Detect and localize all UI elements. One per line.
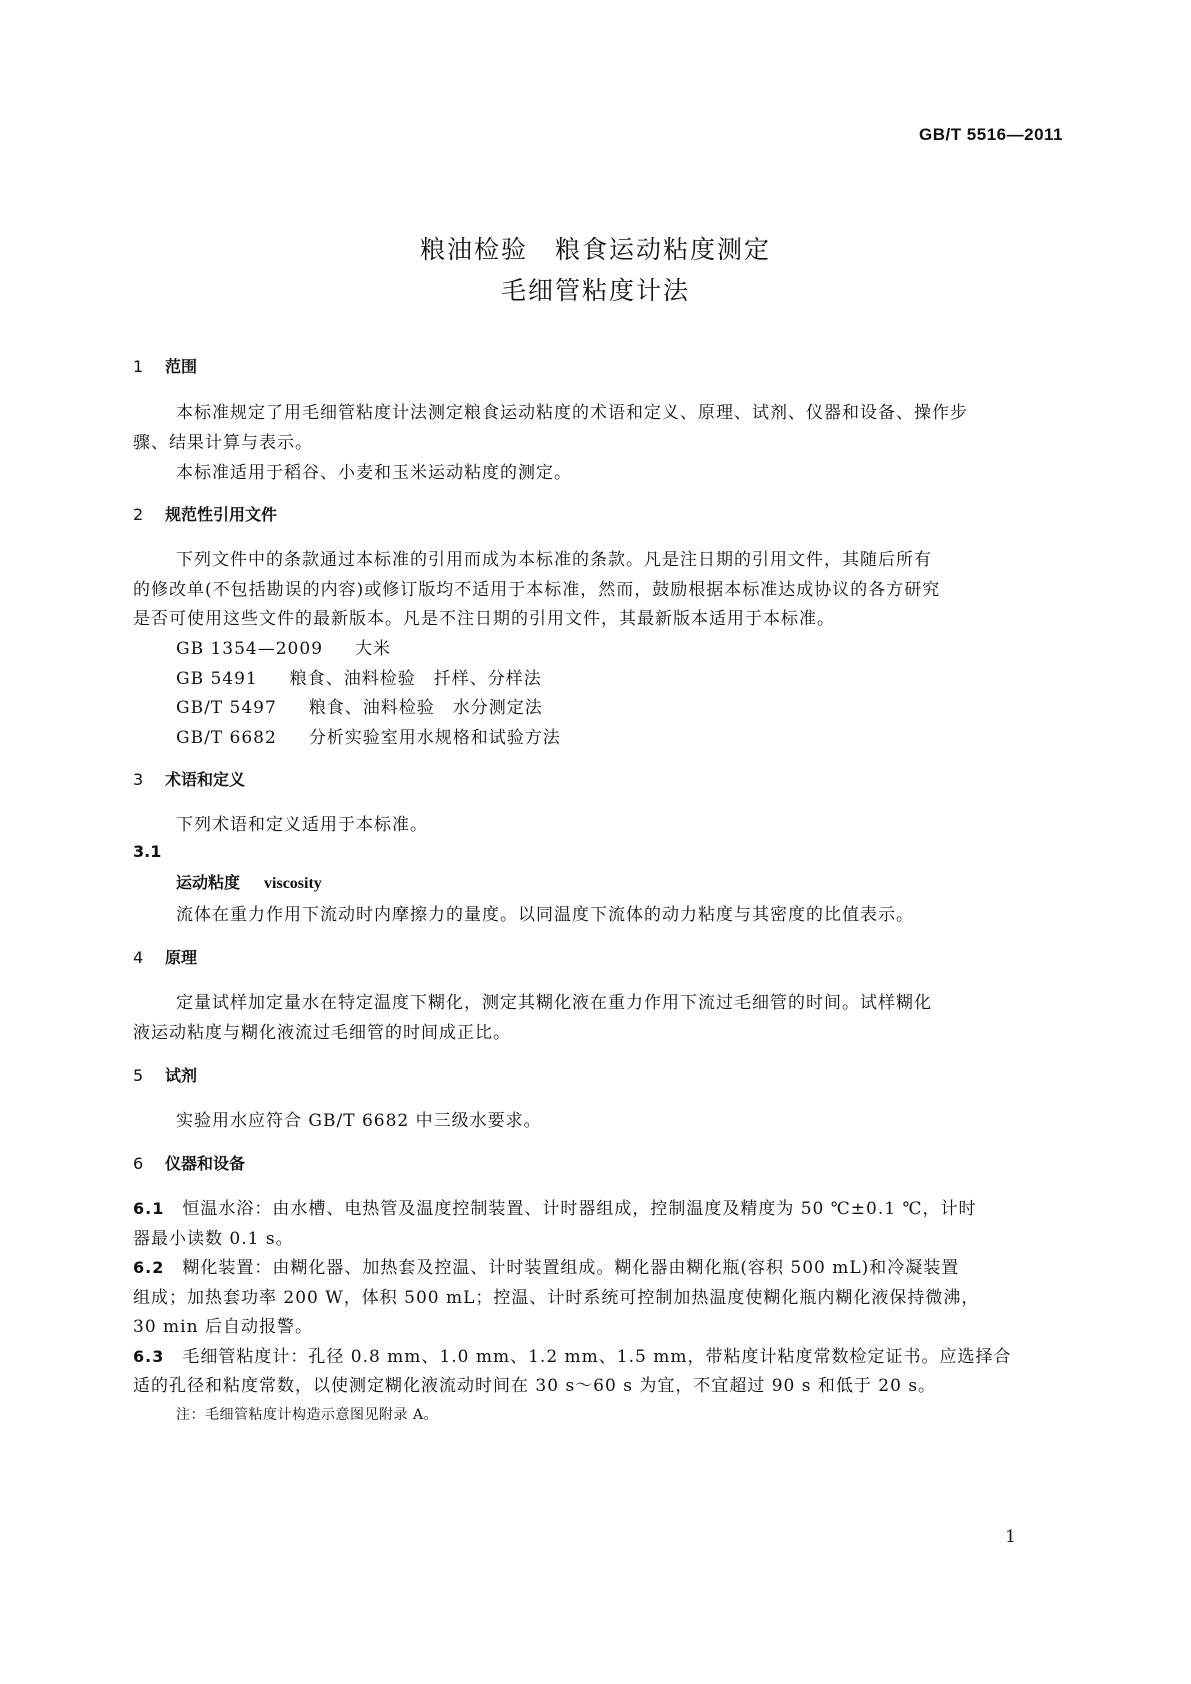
reference-item	[176, 723, 561, 748]
note: 注：毛细管粘度计构造示意图见附录 A。	[176, 1407, 439, 1423]
clause-6-3	[133, 1342, 1011, 1367]
clause-6-2	[133, 1253, 959, 1278]
section-title: 仪器和设备	[165, 1154, 246, 1173]
clause-text: 毛细管粘度计：孔径 0.8 mm、1.0 mm、1.2 mm、1.5 mm，带粘度计粘度常数检定证书。应选择合	[182, 1347, 1012, 1367]
paragraph-line: 适的孔径和粘度常数，以使测定糊化液流动时间在 30 s～60 s 为宜，不宜超过 90 s 和低于 20 s。	[133, 1376, 937, 1396]
paragraph-line: 下列术语和定义适用于本标准。	[176, 815, 428, 835]
paragraph-line: 30 min 后自动报警。	[133, 1317, 313, 1337]
reference-title: 分析实验室用水规格和试验方法	[308, 728, 561, 748]
section-title: 原理	[165, 948, 198, 967]
section-title: 规范性引用文件	[165, 505, 278, 524]
paragraph-line: 组成；加热套功率 200 W，体积 500 mL；控温、计时系统可控制加热温度使糊化瓶内糊化液保持微沸，	[133, 1288, 980, 1308]
section-4-heading	[133, 945, 197, 968]
paragraph-line: 骤、结果计算与表示。	[133, 433, 313, 453]
reference-item	[176, 634, 391, 659]
section-number: 6	[133, 1154, 144, 1173]
term-english: viscosity	[264, 875, 322, 892]
paragraph-line: 本标准规定了用毛细管粘度计法测定粮食运动粘度的术语和定义、原理、试剂、仪器和设备、操作步	[176, 403, 968, 423]
section-title: 术语和定义	[165, 770, 246, 789]
paragraph-line: 的修改单(不包括勘误的内容)或修订版均不适用于本标准，然而，鼓励根据本标准达成协议的各方研究	[133, 580, 941, 600]
reference-item	[176, 664, 542, 689]
reference-title: 粮食、油料检验 扦样、分样法	[289, 669, 542, 689]
reference-code: GB/T 5497	[176, 698, 277, 718]
reference-item	[176, 693, 543, 718]
document-title-line2: 毛细管粘度计法	[500, 276, 690, 305]
paragraph-line: 液运动粘度与糊化液流过毛细管的时间成正比。	[133, 1023, 511, 1043]
section-number: 3	[133, 770, 144, 789]
term-chinese: 运动粘度	[176, 873, 241, 892]
section-title: 试剂	[165, 1066, 198, 1085]
reference-code: GB 1354—2009	[176, 639, 324, 659]
reference-code: GB 5491	[176, 669, 258, 689]
page-number: 1	[1005, 1527, 1016, 1547]
paragraph-line: 定量试样加定量水在特定温度下糊化，测定其糊化液在重力作用下流过毛细管的时间。试样糊化	[176, 993, 932, 1013]
section-number: 2	[133, 505, 144, 524]
reference-title: 粮食、油料检验 水分测定法	[308, 698, 543, 718]
term-definition: 流体在重力作用下流动时内摩擦力的量度。以同温度下流体的动力粘度与其密度的比值表示。	[176, 905, 914, 925]
section-6-heading	[133, 1151, 245, 1174]
paragraph-line: 下列文件中的条款通过本标准的引用而成为本标准的条款。凡是注日期的引用文件，其随后所有	[176, 550, 932, 570]
clause-number: 6.1	[133, 1199, 165, 1218]
section-3-heading	[133, 767, 245, 790]
clause-text: 恒温水浴：由水槽、电热管及温度控制装置、计时器组成，控制温度及精度为 50 ℃±0.1 ℃，计时	[182, 1199, 977, 1219]
clause-number: 6.3	[133, 1347, 165, 1366]
section-5-heading	[133, 1063, 197, 1086]
paragraph-line: 器最小读数 0.1 s。	[133, 1229, 294, 1249]
clause-number: 6.2	[133, 1258, 165, 1277]
document-title-line1: 粮油检验 粮食运动粘度测定	[419, 235, 771, 264]
section-number: 1	[133, 357, 144, 376]
paragraph-line: 是否可使用这些文件的最新版本。凡是不注日期的引用文件，其最新版本适用于本标准。	[133, 609, 835, 629]
clause-number: 3.1	[133, 842, 162, 861]
section-title: 范围	[165, 357, 198, 376]
standard-code: GB/T 5516—2011	[918, 125, 1063, 144]
reference-title: 大米	[355, 639, 392, 659]
section-2-heading	[133, 502, 277, 525]
section-1-heading	[133, 354, 197, 377]
section-number: 5	[133, 1066, 144, 1085]
reference-code: GB/T 6682	[176, 728, 277, 748]
clause-text: 糊化装置：由糊化器、加热套及控温、计时装置组成。糊化器由糊化瓶(容积 500 mL)和冷凝装置	[182, 1258, 960, 1278]
term-entry	[176, 870, 322, 893]
paragraph-line: 实验用水应符合 GB/T 6682 中三级水要求。	[176, 1111, 542, 1131]
section-number: 4	[133, 948, 144, 967]
clause-6-1	[133, 1194, 977, 1219]
paragraph-line: 本标准适用于稻谷、小麦和玉米运动粘度的测定。	[176, 463, 572, 483]
